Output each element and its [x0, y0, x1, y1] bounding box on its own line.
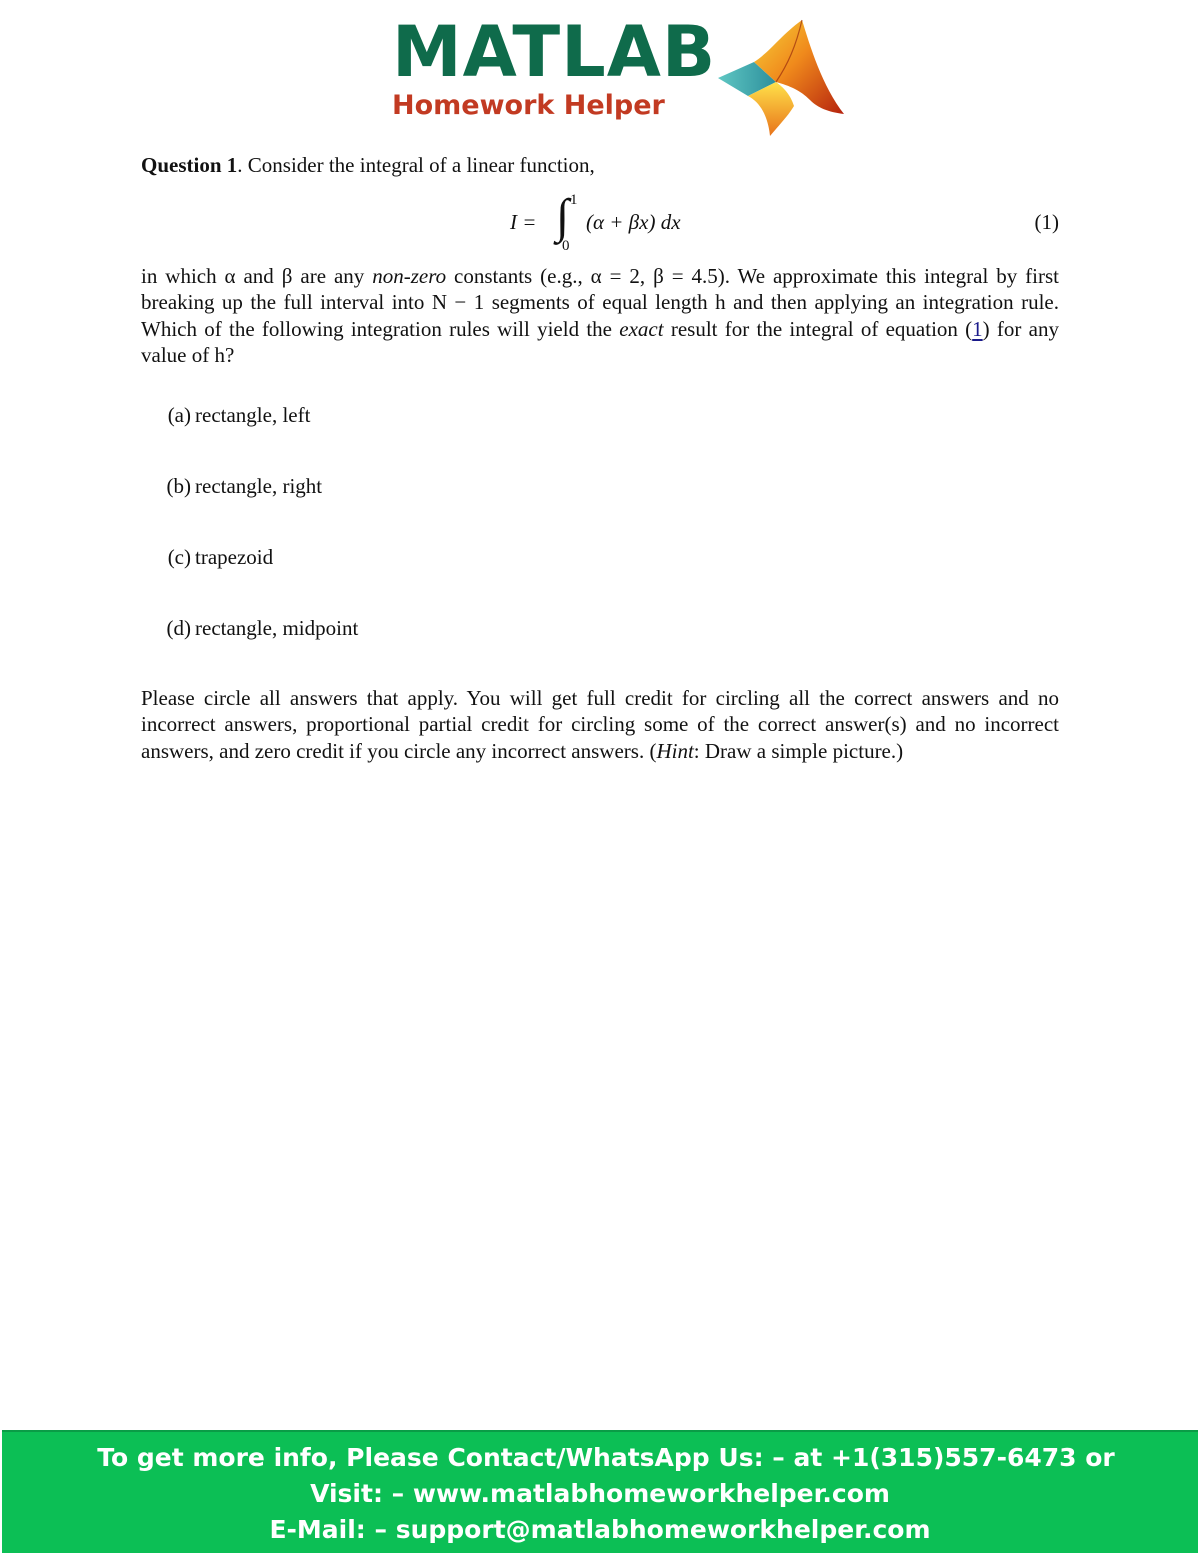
question-label: Question 1	[141, 153, 238, 177]
contact-footer-banner	[2, 1430, 1198, 1553]
integral-symbol: ∫	[556, 189, 570, 243]
option-marker: (b)	[166, 473, 191, 498]
footer-email-line[interactable]: E-Mail: – support@matlabhomeworkhelper.com	[269, 1515, 931, 1544]
option-marker: (c)	[167, 544, 191, 569]
logo-subtitle: Homework Helper	[392, 90, 665, 121]
option-text: rectangle, left	[195, 402, 311, 427]
instructions-paragraph	[141, 685, 1059, 765]
question-content	[141, 152, 1059, 764]
option-marker: (a)	[167, 402, 191, 427]
answer-options	[141, 369, 1059, 653]
question-intro	[141, 152, 1059, 179]
integral-lower-limit: 0	[562, 237, 570, 254]
equation-reference-link[interactable]: 1	[972, 316, 983, 341]
equation-integrand: (α + βx) dx	[586, 209, 681, 234]
paragraph-text-4: ) for any value of h?	[141, 316, 1059, 367]
equation-number: (1)	[1034, 209, 1059, 234]
option-text: rectangle, midpoint	[195, 615, 359, 640]
equation-lhs: I =	[510, 209, 537, 234]
footer-website-line[interactable]: Visit: – www.matlabhomeworkhelper.com	[310, 1479, 890, 1508]
hint-label: Hint	[656, 738, 694, 763]
option-text: trapezoid	[195, 544, 274, 569]
instructions-text: Please circle all answers that apply. You will get full credit for circling all the correct answers and no incorrect answers, proportional partial credit for circling some of the correct answer(s) and no incorrect answers, and zero credit if you circle any incorrect answers. (	[141, 685, 1059, 763]
footer-contact-line: To get more info, Please Contact/WhatsApp Us: – at +1(315)557-6473 or	[97, 1443, 1115, 1472]
question-intro-text: . Consider the integral of a linear function,	[237, 153, 595, 177]
option-marker: (d)	[166, 615, 191, 640]
integral-upper-limit: 1	[570, 191, 578, 208]
question-paragraph	[141, 263, 1059, 369]
option-b	[141, 440, 1059, 511]
option-d	[141, 582, 1059, 653]
paragraph-emphasis-nonzero: non-zero	[372, 263, 447, 288]
option-c	[141, 511, 1059, 582]
option-text: rectangle, right	[195, 473, 323, 498]
paragraph-emphasis-exact: exact	[619, 316, 664, 341]
matlab-membrane-icon	[718, 16, 844, 138]
option-a	[141, 369, 1059, 440]
paragraph-text-1: in which α and β are any	[141, 263, 373, 288]
integral-equation	[141, 185, 1059, 259]
hint-text: : Draw a simple picture.)	[693, 738, 904, 763]
logo-title: MATLAB	[392, 11, 717, 93]
matlab-logo	[388, 11, 848, 138]
paragraph-text-2: constants (e.g., α = 2, β = 4.5). We approximate this integral by first breaking up the full interval into N − 1 segments of equal length h and then applying an integration rule. Which of the following integration rules will yield the	[141, 263, 1059, 341]
paragraph-text-3: result for the integral of equation (	[663, 316, 973, 341]
